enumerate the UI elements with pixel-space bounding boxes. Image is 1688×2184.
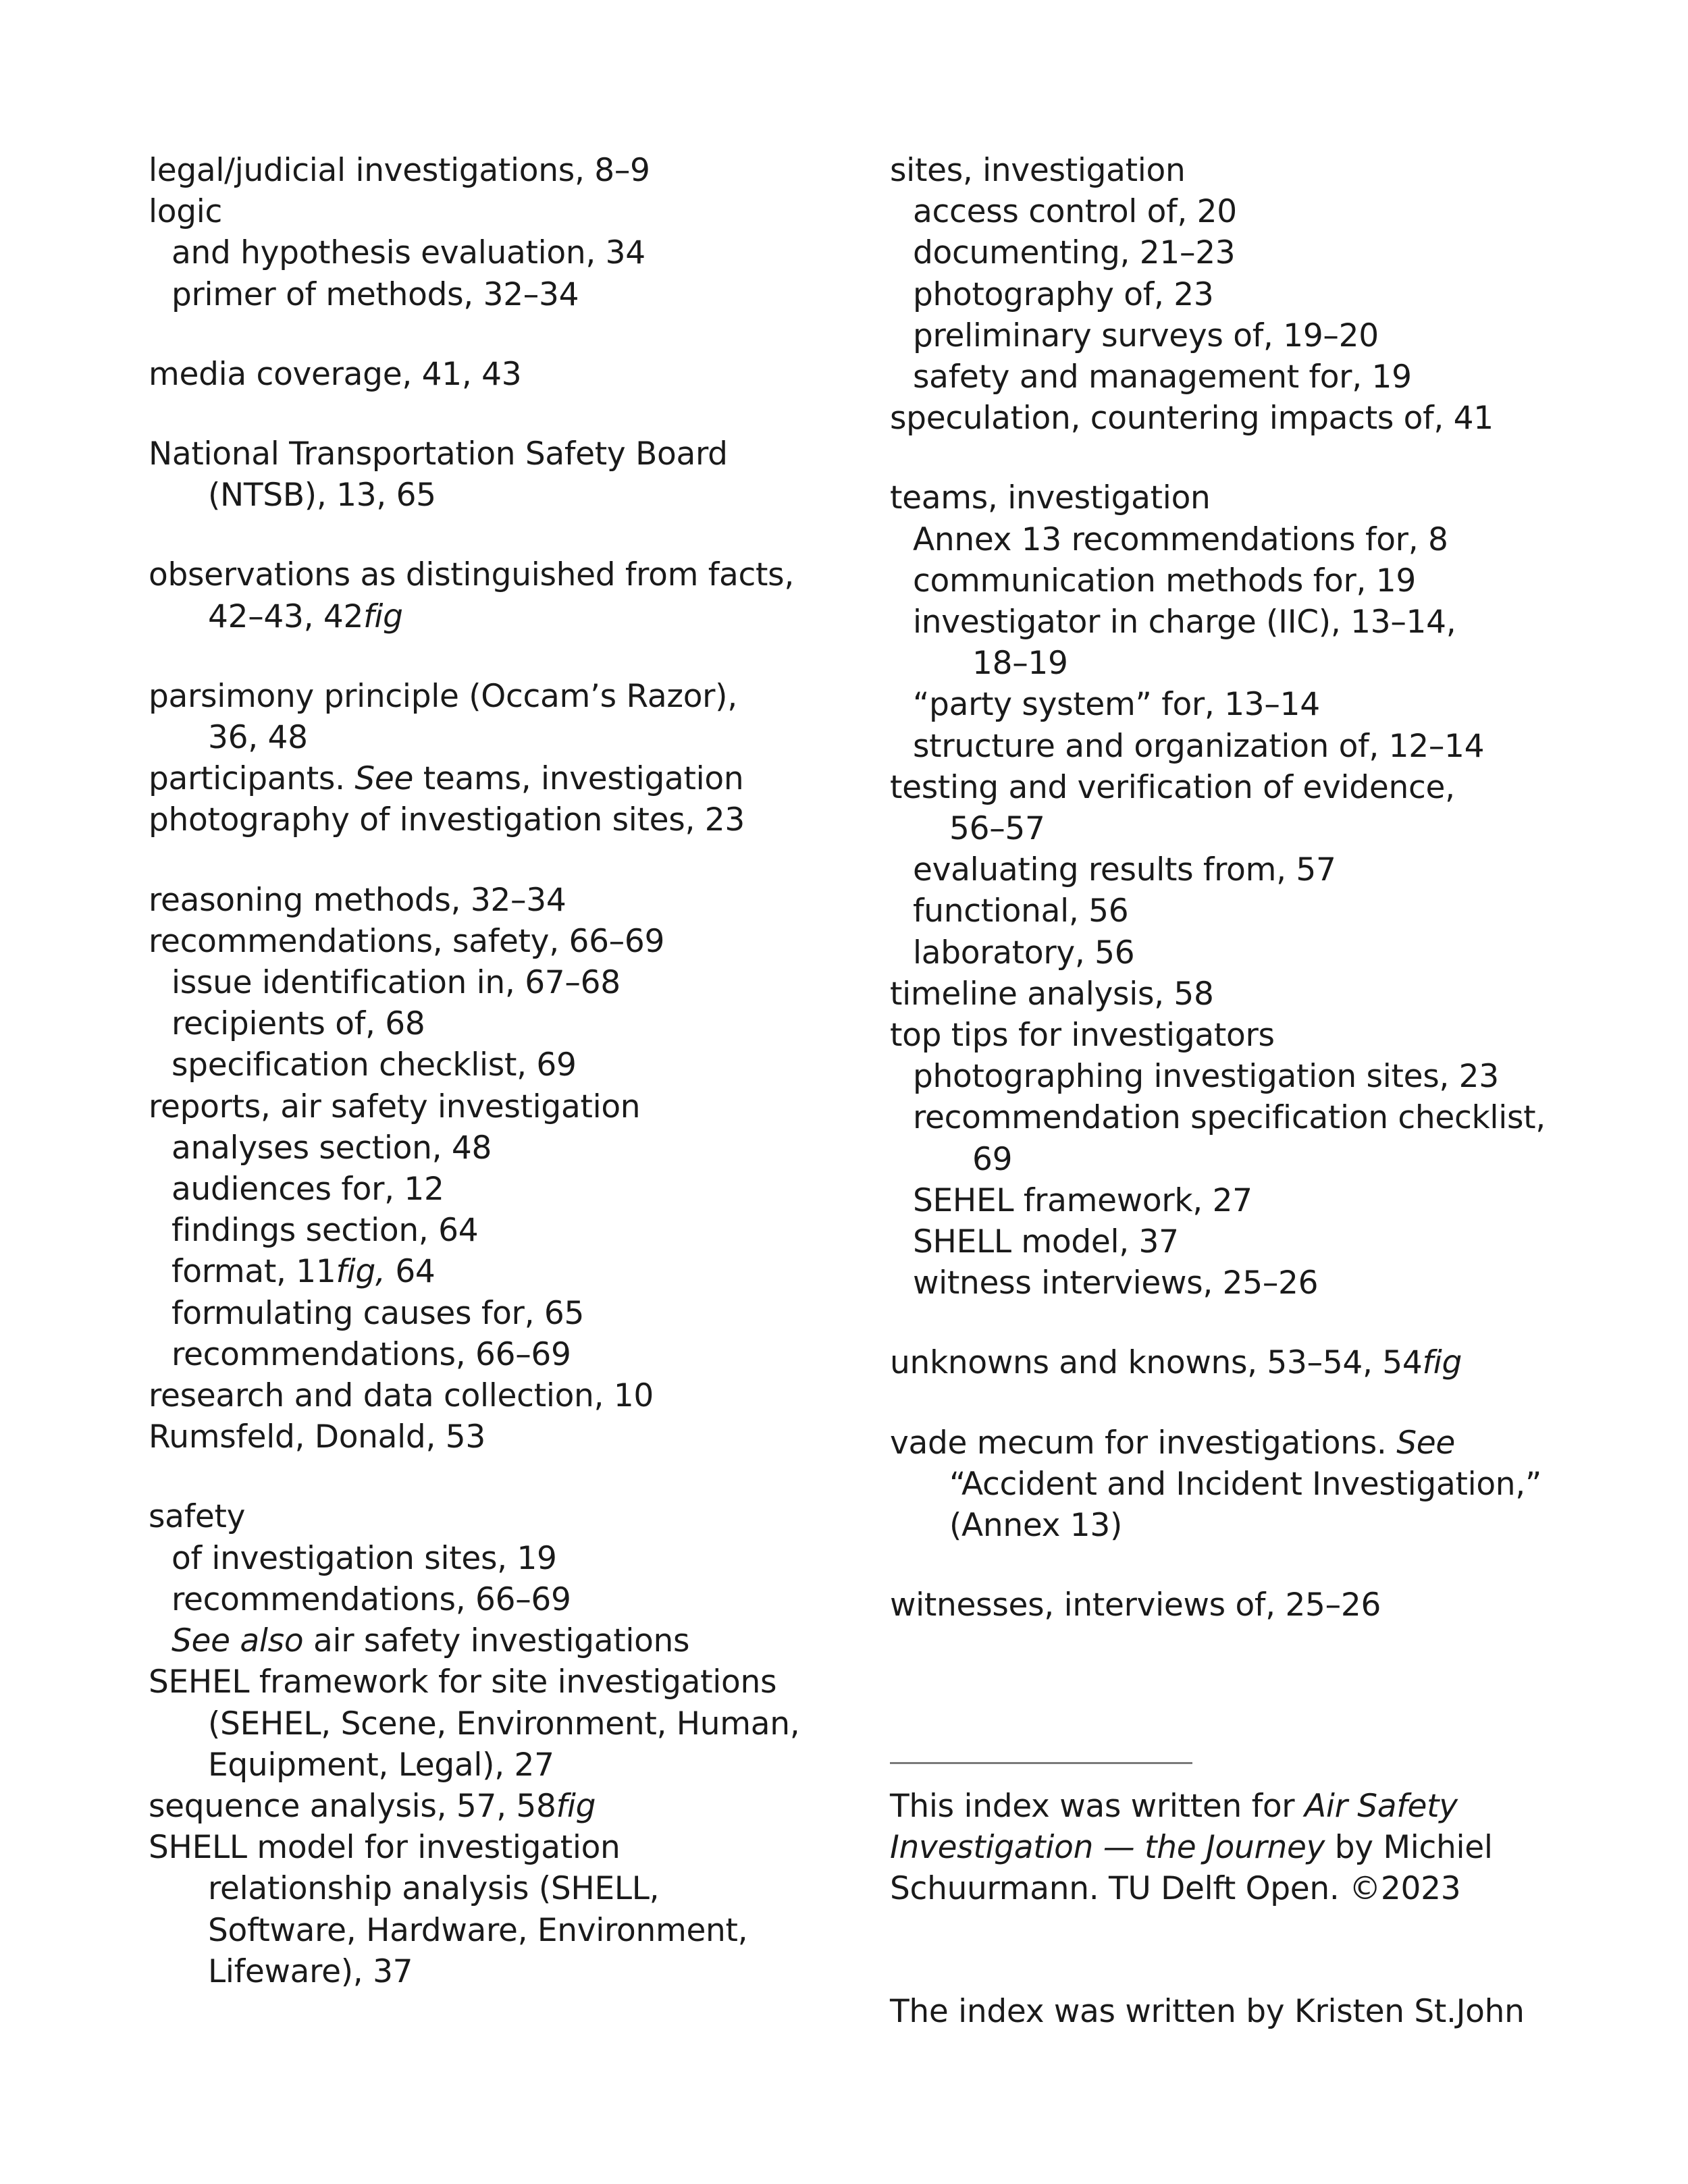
index-text: 42–43, 42 xyxy=(208,597,364,635)
section-spacer xyxy=(890,1910,1633,1991)
index-text: observations as distinguished from facts, xyxy=(149,556,794,594)
index-text: communication methods for, 19 xyxy=(913,562,1416,600)
index-entry xyxy=(149,1169,851,1210)
index-entry xyxy=(890,602,1633,643)
index-text: recipients of, 68 xyxy=(172,1005,425,1043)
index-entry xyxy=(149,354,851,395)
index-entry xyxy=(149,191,851,232)
index-text: media coverage, 41, 43 xyxy=(149,355,522,393)
index-entry xyxy=(149,554,851,595)
index-text: Schuurmann. TU Delft Open. ©2023 xyxy=(890,1870,1461,1908)
index-text: SEHEL framework for site investigations xyxy=(149,1663,777,1701)
footnote-line xyxy=(890,1786,1633,1827)
index-text: safety and management for, 19 xyxy=(913,358,1412,396)
index-text: sequence analysis, 57, 58 xyxy=(149,1787,556,1825)
footnote xyxy=(890,1786,1633,2032)
index-text: legal/judicial investigations, 8–9 xyxy=(149,152,650,189)
index-text: issue identification in, 67–68 xyxy=(172,964,621,1002)
index-text: SEHEL framework, 27 xyxy=(913,1181,1252,1219)
index-text: Software, Hardware, Environment, xyxy=(208,1911,748,1949)
index-text: The index was written by Kristen St.John xyxy=(890,1992,1525,2030)
index-entry xyxy=(890,1180,1633,1221)
index-entry xyxy=(149,758,851,799)
index-entry xyxy=(890,1342,1633,1383)
index-entry xyxy=(890,560,1633,602)
index-text: recommendations, safety, 66–69 xyxy=(149,922,665,960)
index-text: findings section, 64 xyxy=(172,1212,479,1250)
index-text: laboratory, 56 xyxy=(913,934,1135,971)
index-entry xyxy=(149,1127,851,1169)
index-entry xyxy=(149,1620,851,1661)
index-text: logic xyxy=(149,193,223,231)
section-spacer xyxy=(149,315,851,354)
index-entry xyxy=(149,1334,851,1375)
index-text: unknowns and knowns, 53–54, 54 xyxy=(890,1344,1423,1382)
index-entry xyxy=(149,596,851,637)
index-entry xyxy=(890,398,1633,439)
index-text: vade mecum for investigations. xyxy=(890,1424,1397,1462)
section-spacer xyxy=(149,637,851,676)
index-text: format, 11 xyxy=(172,1253,336,1291)
index-entry xyxy=(890,1097,1633,1138)
index-text: by Michiel xyxy=(1325,1829,1493,1867)
index-entry xyxy=(890,1262,1633,1304)
index-entry xyxy=(149,1786,851,1827)
index-entry xyxy=(149,1086,851,1127)
section-spacer xyxy=(149,395,851,433)
index-entry xyxy=(890,1422,1633,1464)
index-text: Rumsfeld, Donald, 53 xyxy=(149,1418,485,1456)
index-entry xyxy=(149,1044,851,1086)
index-entry xyxy=(149,1951,851,1992)
index-entry xyxy=(149,1416,851,1458)
index-entry xyxy=(149,1910,851,1951)
index-entry xyxy=(149,433,851,475)
index-text: of investigation sites, 19 xyxy=(172,1539,557,1577)
index-text: teams, investigation xyxy=(890,479,1211,517)
index-entry xyxy=(890,684,1633,725)
index-text: SHELL model, 37 xyxy=(913,1223,1179,1261)
index-italic-text: Air Safety xyxy=(1304,1788,1458,1825)
index-text: witnesses, interviews of, 25–26 xyxy=(890,1587,1381,1624)
index-text: sites, investigation xyxy=(890,152,1186,189)
index-entry xyxy=(890,849,1633,890)
index-text: photography of investigation sites, 23 xyxy=(149,801,745,839)
index-text: “Accident and Incident Investigation,” xyxy=(949,1465,1541,1503)
index-entry xyxy=(890,643,1633,684)
index-text: parsimony principle (Occam’s Razor), xyxy=(149,677,737,715)
index-entry xyxy=(149,1579,851,1620)
index-entry xyxy=(149,150,851,191)
index-text: Lifeware), 37 xyxy=(208,1952,413,1990)
index-entry xyxy=(890,1015,1633,1056)
index-entry xyxy=(149,1538,851,1579)
footnote-line xyxy=(890,1827,1633,1868)
index-text: reasoning methods, 32–34 xyxy=(149,881,566,919)
section-spacer xyxy=(890,439,1633,477)
index-italic-text: fig, xyxy=(336,1253,386,1291)
index-column-right xyxy=(890,150,1633,1626)
index-text: speculation, countering impacts of, 41 xyxy=(890,400,1494,437)
footnote-divider xyxy=(890,1762,1192,1764)
index-text: This index was written for xyxy=(890,1788,1304,1825)
index-entry xyxy=(149,1744,851,1786)
index-text: 56–57 xyxy=(949,810,1045,848)
index-column-left xyxy=(149,150,851,1992)
index-entry xyxy=(149,475,851,516)
index-text: photography of, 23 xyxy=(913,275,1214,313)
index-entry xyxy=(890,191,1633,232)
index-text: recommendations, 66–69 xyxy=(172,1580,571,1618)
index-entry xyxy=(149,1293,851,1334)
index-italic-text: See xyxy=(1396,1424,1455,1462)
index-entry xyxy=(149,799,851,841)
index-text: “party system” for, 13–14 xyxy=(913,686,1320,724)
index-text: 36, 48 xyxy=(208,719,308,757)
index-text: SHELL model for investigation xyxy=(149,1829,621,1867)
index-entry xyxy=(149,717,851,758)
index-text: structure and organization of, 12–14 xyxy=(913,727,1485,765)
index-entry xyxy=(890,1505,1633,1546)
index-entry xyxy=(149,962,851,1003)
index-text: timeline analysis, 58 xyxy=(890,975,1214,1013)
index-text: safety xyxy=(149,1498,246,1536)
index-text: recommendations, 66–69 xyxy=(172,1335,571,1373)
index-italic-text: fig xyxy=(556,1787,596,1825)
index-entry xyxy=(890,974,1633,1015)
index-italic-text: See xyxy=(354,760,414,798)
index-entry xyxy=(890,890,1633,932)
index-text: primer of methods, 32–34 xyxy=(172,275,579,313)
index-entry xyxy=(149,1003,851,1044)
index-text: formulating causes for, 65 xyxy=(172,1294,585,1332)
index-entry xyxy=(149,1703,851,1744)
index-text: and hypothesis evaluation, 34 xyxy=(172,234,645,272)
index-text: witness interviews, 25–26 xyxy=(913,1264,1319,1302)
index-text: preliminary surveys of, 19–20 xyxy=(913,317,1379,354)
index-entry xyxy=(890,315,1633,356)
section-spacer xyxy=(890,1304,1633,1342)
index-italic-text: See also xyxy=(172,1622,304,1660)
index-entry xyxy=(890,767,1633,808)
index-text: reports, air safety investigation xyxy=(149,1088,641,1125)
index-entry xyxy=(890,808,1633,849)
section-spacer xyxy=(149,1458,851,1496)
footnote-line xyxy=(890,1991,1633,2032)
index-text: 69 xyxy=(972,1140,1013,1178)
index-text: documenting, 21–23 xyxy=(913,234,1236,272)
index-italic-text: fig xyxy=(363,597,403,635)
index-text: investigator in charge (IIC), 13–14, xyxy=(913,604,1456,641)
index-entry xyxy=(890,274,1633,315)
index-text: access control of, 20 xyxy=(913,193,1237,231)
index-text: Annex 13 recommendations for, 8 xyxy=(913,521,1448,558)
index-entry xyxy=(149,1661,851,1703)
index-entry xyxy=(149,1210,851,1251)
index-text: participants. xyxy=(149,760,355,798)
index-text: relationship analysis (SHELL, xyxy=(208,1870,660,1908)
index-text: recommendation specification checklist, xyxy=(913,1099,1546,1137)
index-entry xyxy=(890,1056,1633,1097)
index-entry xyxy=(149,1827,851,1868)
index-entry xyxy=(890,726,1633,767)
index-text: air safety investigations xyxy=(303,1622,690,1660)
index-entry xyxy=(890,1221,1633,1262)
index-text: top tips for investigators xyxy=(890,1017,1275,1055)
index-text: teams, investigation xyxy=(413,760,744,798)
index-entry xyxy=(890,932,1633,974)
index-text: (Annex 13) xyxy=(949,1507,1123,1545)
index-entry xyxy=(149,1868,851,1909)
index-entry xyxy=(149,676,851,717)
section-spacer xyxy=(149,516,851,554)
index-text: audiences for, 12 xyxy=(172,1171,444,1208)
index-entry xyxy=(890,1464,1633,1505)
index-entry xyxy=(149,274,851,315)
index-text: testing and verification of evidence, xyxy=(890,768,1455,806)
index-italic-text: Investigation — the Journey xyxy=(890,1829,1325,1867)
index-text: analyses section, 48 xyxy=(172,1129,492,1167)
index-entry xyxy=(890,519,1633,560)
footnote-line xyxy=(890,1868,1633,1909)
index-entry xyxy=(890,150,1633,191)
index-text: photographing investigation sites, 23 xyxy=(913,1058,1499,1096)
index-text: evaluating results from, 57 xyxy=(913,851,1336,889)
index-entry xyxy=(149,232,851,273)
index-entry xyxy=(890,356,1633,398)
index-text: (SEHEL, Scene, Environment, Human, xyxy=(208,1705,800,1742)
index-text: specification checklist, 69 xyxy=(172,1046,577,1084)
index-entry xyxy=(149,1375,851,1416)
index-entry xyxy=(890,477,1633,518)
section-spacer xyxy=(890,1546,1633,1584)
index-entry xyxy=(890,232,1633,273)
section-spacer xyxy=(149,841,851,880)
index-entry xyxy=(149,1496,851,1537)
index-entry xyxy=(890,1139,1633,1180)
index-entry xyxy=(149,1251,851,1292)
index-entry xyxy=(149,921,851,962)
index-text: Equipment, Legal), 27 xyxy=(208,1746,554,1784)
section-spacer xyxy=(890,1384,1633,1422)
index-entry xyxy=(890,1584,1633,1626)
index-text: functional, 56 xyxy=(913,893,1129,930)
index-entry xyxy=(149,880,851,921)
index-text: 64 xyxy=(385,1253,436,1291)
index-text: 18–19 xyxy=(972,645,1068,683)
index-text: research and data collection, 10 xyxy=(149,1377,654,1415)
index-text: (NTSB), 13, 65 xyxy=(208,477,436,514)
index-italic-text: fig xyxy=(1422,1344,1462,1382)
index-text: National Transportation Safety Board xyxy=(149,435,728,473)
